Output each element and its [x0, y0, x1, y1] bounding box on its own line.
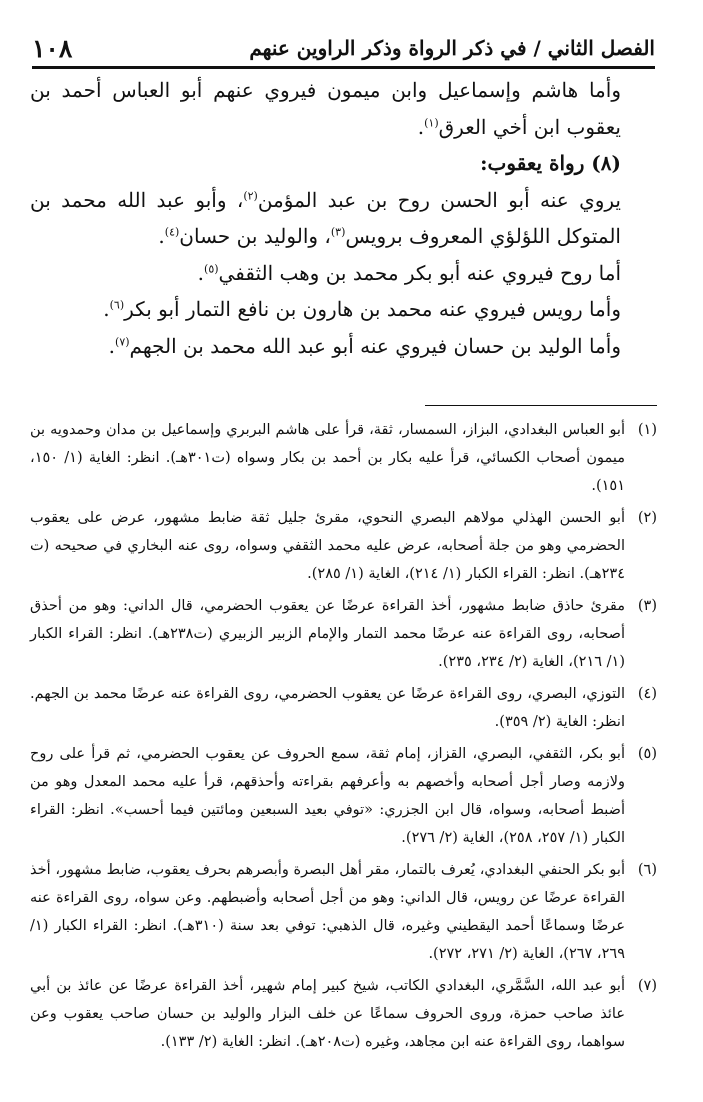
footnote-text: أبو بكر الحنفي البغدادي، يُعرف بالتمار، مقر أهل البصرة وأبصرهم بحرف يعقوب، ضابط مشهور، أخذ القراءة عرضًا عن رويس، قال الداني: وهو من أجل أصحابه وأضبطهم. وعن سواه، روى القراءة عنه عرضًا وسماعًا أحمد اليقطيني وغيره، قال الذهبي: توفي بعد سنة (٣١٠هـ). انظر: القراء الكبار (١/ ٢٦٩، ٢٦٧)، الغاية (٢/ ٢٧١، ٢٧٢). [30, 862, 625, 962]
paragraph-end: . [197, 260, 205, 285]
footnote [30, 504, 657, 588]
paragraph-hashim [30, 72, 657, 145]
footnote-ref-5: (٥) [204, 261, 219, 275]
footnote-text: التوزي، البصري، روى القراءة عرضًا عن يعقوب الحضرمي، روى القراءة عنه عرضًا محمد بن الجهم. انظر: الغاية (٢/ ٣٥٩). [30, 686, 625, 730]
page-header [32, 30, 655, 69]
footnote-text: أبو عبد الله، السَّمَّري، البغدادي الكاتب، شيخ كبير إمام شهير، أخذ القراءة عرضًا عن عائذ بن أبي عائذ صاحب حمزة، وروى الحروف سماعًا عن خلف البزار والوليد بن حسان صاحب يعقوب وعن سواهما، روى القراءة عنه ابن مجاهد، وغيره (ت٢٠٨هـ). انظر: الغاية (٢/ ١٣٣). [30, 978, 625, 1050]
paragraph-end: . [103, 297, 110, 321]
footnote-text: مقرئ حاذق ضابط مشهور، أخذ القراءة عرضًا عن يعقوب الحضرمي، قال الداني: وهو من أحذق أصحابه، روى القراءة عنه عرضًا محمد التمار والإمام الزبير الزبيري (ت٢٣٨هـ). انظر: القراء الكبار (١/ ٢١٦)، الغاية (٢/ ٢٣٤، ٢٣٥). [30, 598, 626, 670]
paragraph-walid [30, 328, 657, 365]
footnote-number: (٦) [637, 862, 657, 878]
footnote [30, 592, 657, 676]
footnote [30, 680, 657, 736]
running-title: الفصل الثاني / في ذكر الرواة وذكر الراوين عنهم [249, 36, 655, 60]
footnote-number: (١) [637, 422, 657, 438]
footnote-text: أبو بكر، الثقفي، البصري، القزاز، إمام ثقة، سمع الحروف عن يعقوب الحضرمي، ثم قرأ على روح ولازمه وصار أجل أصحابه وأخصهم به وأعرفهم بقراءته وأحذقهم، قرأ عليه محمد المعدل وهو من أضبط أصحابه، وسواه، قال ابن الجزري: «توفي بعيد السبعين ومائتين فيما أحسب». انظر: القراء الكبار (١/ ٢٥٧، ٢٥٨)، الغاية (٢/ ٢٧٦). [30, 746, 625, 846]
paragraph-yaqub-narrators [30, 182, 657, 255]
paragraph-text: ، والوليد بن حسان [179, 224, 331, 248]
footnote-ref-6: (٦) [109, 298, 125, 312]
footnote-ref-1: (١) [424, 115, 439, 129]
footnote-ref-2: (٢) [243, 188, 258, 202]
footnote-number: (٧) [637, 978, 657, 994]
paragraph-text: ، وأبو عبد الله محمد بن المتوكل اللؤلؤي المعروف برويس [30, 187, 621, 248]
paragraph-end: . [417, 114, 425, 139]
main-text [30, 72, 657, 364]
paragraph-text: وأما الوليد بن حسان فيروي عنه أبو عبد الله محمد بن الجهم [129, 333, 621, 358]
footnote [30, 740, 657, 852]
paragraph-text: يروي عنه أبو الحسن روح بن عبد المؤمن [257, 187, 622, 212]
footnote-ref-4: (٤) [164, 225, 180, 239]
footnote-number: (٣) [637, 598, 657, 614]
section-heading: (٨) رواة يعقوب: [480, 151, 621, 175]
page-number: ١٠٨ [32, 33, 73, 63]
paragraph-end: . [158, 224, 165, 248]
footnote-ref-3: (٣) [330, 225, 346, 239]
footnote-number: (٢) [637, 510, 657, 526]
footnote-number: (٤) [637, 686, 657, 702]
footnote-separator [425, 405, 657, 406]
footnote-ref-7: (٧) [115, 334, 130, 348]
paragraph-ruways [30, 291, 657, 328]
footnote [30, 972, 657, 1056]
footnote [30, 416, 657, 500]
footnote-number: (٥) [637, 746, 657, 762]
footnotes [30, 416, 657, 1060]
paragraph-text: وأما هاشم وإسماعيل وابن ميمون فيروي عنهم أبو العباس أحمد بن يعقوب ابن أخي العرق [30, 78, 621, 139]
paragraph-rawh [30, 255, 657, 292]
footnote-text: أبو الحسن الهذلي مولاهم البصري النحوي، مقرئ جليل ثقة ضابط مشهور، عرض على يعقوب الحضرمي وهو من جلة أصحابه، عرض عليه محمد الثقفي وسواه، روى عنه البخاري في صحيحه (ت ٢٣٤هـ). انظر: القراء الكبار (١/ ٢١٤)، الغاية (١/ ٢٨٥). [30, 510, 625, 582]
paragraph-text: وأما رويس فيروي عنه محمد بن هارون بن نافع التمار أبو بكر [124, 297, 621, 321]
paragraph-text: أما روح فيروي عنه أبو بكر محمد بن وهب الثقفي [218, 260, 621, 285]
paragraph-end: . [108, 333, 116, 358]
footnote [30, 856, 657, 968]
footnote-text: أبو العباس البغدادي، البزاز، السمسار، ثقة، قرأ على هاشم البربري وإسماعيل بن مدان وحمدويه بن ميمون أصحاب الكسائي، قرأ عليه بكار بن أحمد بن بكار وسواه (ت٣٠١هـ). انظر: الغاية (١/ ١٥٠، ١٥١). [30, 422, 625, 494]
